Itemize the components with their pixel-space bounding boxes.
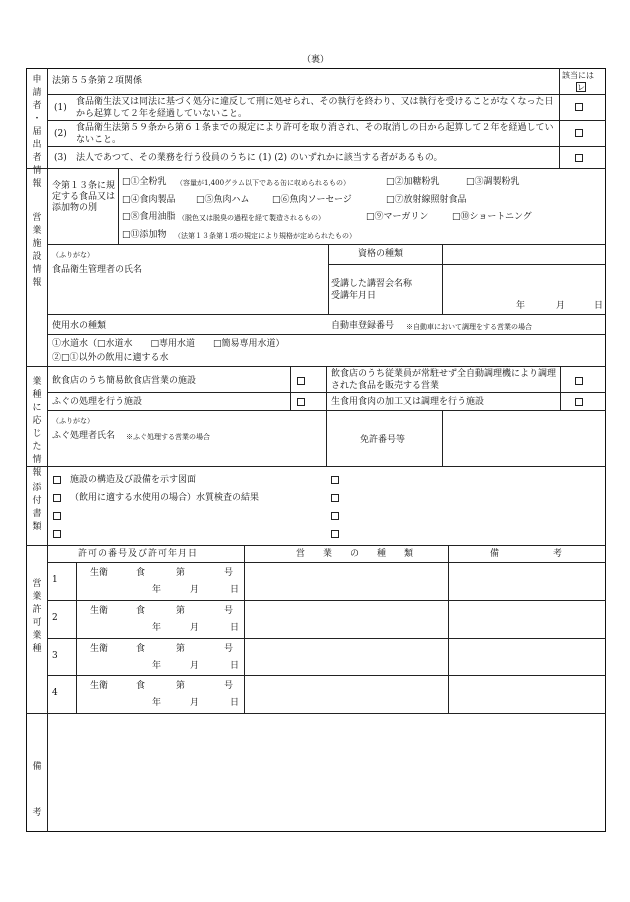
additive-option-10[interactable]: □⑩ショートニング (452, 212, 532, 222)
additive-option-5[interactable]: □⑤魚肉ハム (196, 195, 250, 205)
side-char: 応 (32, 416, 42, 426)
additive-option-8-note: （脱色又は脱臭の過程を経て製造されるもの） (178, 214, 325, 222)
attachment-checkbox-4[interactable] (53, 530, 61, 538)
section-remarks-label (30, 744, 44, 836)
permit-row-number: 2 (52, 612, 58, 623)
section-attachments-label (30, 482, 44, 534)
condition-num-1: (1) (54, 103, 67, 113)
water-option-1[interactable]: ①水道水（□水道水 □専用水道 □簡易専用水道） (52, 339, 285, 349)
permit-dai: 第 (176, 605, 186, 616)
additive-category-label: 令第１３条に規定する食品又は添加物の別 (52, 181, 116, 213)
auto-cook-checkbox[interactable] (575, 377, 583, 385)
side-char: 可 (32, 618, 42, 628)
condition-checkbox-1[interactable] (575, 103, 583, 111)
additive-option-11[interactable]: □⑪添加物 (122, 230, 167, 240)
permit-row-number: 3 (52, 650, 58, 661)
permit-row-divider (47, 638, 606, 639)
side-char: 報 (32, 468, 42, 478)
attachment-item-2: （飲用に適する水使用の場合）水質検査の結果 (70, 493, 260, 503)
section-business-info-label (30, 376, 44, 480)
side-char: 設 (32, 252, 42, 262)
attachment-checkbox-3[interactable] (53, 512, 61, 520)
permit-row-divider (47, 675, 606, 676)
section-applicant-title: 法第５５条第２項関係 (52, 76, 143, 86)
attachment-checkbox-7[interactable] (331, 512, 339, 520)
side-char: 報 (32, 179, 42, 189)
side-char: 請 (32, 88, 42, 98)
manager-furigana-label: （ふりがな） (52, 251, 94, 259)
vehicle-reg-label: 自動車登録番号 (331, 321, 395, 331)
side-char: 許 (32, 605, 42, 615)
fugu-facility-checkbox[interactable] (297, 398, 305, 406)
condition-text-3: 法人であつて、その業務を行う役員のうちに (1) (2) のいずれかに該当する者があるもの。 (76, 153, 443, 163)
side-char: 施 (32, 239, 42, 249)
fugu-furigana-label: （ふりがな） (52, 417, 94, 425)
permit-day: 日 (230, 660, 240, 671)
permit-year: 年 (152, 622, 162, 633)
attachment-checkbox-2[interactable] (53, 494, 61, 502)
permit-prefix: 生衛 (90, 605, 109, 616)
permit-dai: 第 (176, 681, 186, 692)
section-facility-label (30, 212, 44, 290)
course-year: 年 (516, 301, 526, 311)
attachment-checkbox-6[interactable] (331, 494, 339, 502)
side-char: 届 (32, 127, 42, 137)
condition-num-3: (3) (54, 153, 67, 163)
permit-row-divider (47, 600, 606, 601)
side-char: 出 (32, 140, 42, 150)
side-char: 類 (32, 522, 42, 532)
permit-food: 食 (136, 568, 146, 578)
qualification-label: 資格の種類 (358, 249, 404, 259)
attachment-checkbox-5[interactable] (331, 476, 339, 484)
side-char: 情 (32, 166, 42, 176)
course-date-label: 受講年月日 (331, 291, 377, 301)
side-char: 考 (32, 808, 42, 818)
permit-prefix: 生衛 (90, 643, 109, 654)
permit-month: 月 (190, 622, 200, 633)
condition-checkbox-3[interactable] (575, 154, 583, 162)
course-month: 月 (556, 301, 566, 311)
permit-dai: 第 (176, 643, 186, 654)
additive-option-6[interactable]: □⑥魚肉ソーセージ (272, 195, 352, 205)
section-permits-label (30, 578, 44, 656)
additive-option-1-note: （容量が1,400グラム以下である缶に収められるもの） (176, 179, 350, 187)
permit-food: 食 (136, 643, 146, 654)
condition-num-2: (2) (54, 129, 67, 139)
side-char: 備 (32, 762, 42, 772)
side-char: じ (32, 429, 42, 439)
raw-meat-checkbox[interactable] (575, 398, 583, 406)
side-char: た (32, 442, 42, 452)
simple-restaurant-label: 飲食店のうち簡易飲食店営業の施設 (52, 376, 197, 386)
side-char: 種 (32, 644, 42, 654)
permit-year: 年 (152, 698, 162, 709)
additive-option-7[interactable]: □⑦放射線照射食品 (386, 195, 467, 205)
additive-option-4[interactable]: □④食肉製品 (122, 195, 176, 205)
permit-go: 号 (224, 568, 234, 578)
fugu-facility-label: ふぐの処理を行う施設 (52, 397, 143, 407)
side-char: 申 (32, 75, 42, 85)
side-char: に (32, 403, 42, 413)
permit-food: 食 (136, 605, 146, 616)
condition-text-2: 食品衛生法第５９条から第６１条までの規定により許可を取り消され、その取消しの日から起算して２年を経過していないこと。 (76, 123, 554, 145)
side-char: 情 (32, 265, 42, 275)
water-type-label: 使用水の種類 (52, 321, 107, 331)
side-char: 業 (32, 226, 42, 236)
vehicle-reg-note: ※自動車において調理をする営業の場合 (406, 323, 532, 331)
attachment-checkbox-8[interactable] (331, 530, 339, 538)
side-char: 業 (32, 631, 42, 641)
side-char: 書 (32, 509, 42, 519)
side-char: 業 (32, 592, 42, 602)
side-char: 報 (32, 278, 42, 288)
side-char: 添 (32, 483, 42, 493)
permit-number-header: 許可の番号及び許可年月日 (78, 549, 199, 559)
condition-checkbox-2[interactable] (575, 129, 583, 137)
permit-row-number: 4 (52, 688, 58, 699)
attachment-item-1: 施設の構造及び設備を示す図面 (70, 475, 197, 485)
attachment-checkbox-1[interactable] (53, 476, 61, 484)
section-applicant-label (30, 74, 44, 191)
permit-month: 月 (190, 585, 200, 595)
permit-row-number: 1 (52, 575, 58, 585)
side-char: 者 (32, 101, 42, 111)
permit-go: 号 (224, 605, 234, 616)
course-name-label: 受講した講習会名称 (331, 279, 413, 289)
additive-option-3[interactable]: □③調製粉乳 (466, 177, 520, 187)
side-char: 付 (32, 496, 42, 506)
additive-option-9[interactable]: □⑨マーガリン (366, 212, 429, 222)
side-char: 種 (32, 390, 42, 400)
permit-month: 月 (190, 660, 200, 671)
auto-cook-label: 飲食店のうち従業員が常駐せず全自動調理機により調理された食品を販売する営業 (331, 369, 557, 391)
side-char: 情 (32, 455, 42, 465)
water-option-2[interactable]: ②□①以外の飲用に適する水 (52, 353, 169, 363)
permit-day: 日 (230, 585, 240, 595)
permit-day: 日 (230, 698, 240, 709)
fugu-person-label: ふぐ処理者氏名 (52, 431, 116, 441)
license-number-label: 免許番号等 (360, 435, 406, 445)
manager-name-label: 食品衛生管理者の氏名 (52, 265, 143, 275)
permit-year: 年 (152, 585, 162, 595)
fugu-person-note: ※ふぐ処理する営業の場合 (126, 433, 210, 441)
additive-option-11-note: （法第１３条第１項の規定により規格が定められたもの） (174, 232, 356, 240)
additive-option-2[interactable]: □②加糖粉乳 (386, 177, 440, 187)
remarks-header: 備 考 (490, 549, 563, 559)
course-day: 日 (594, 301, 604, 311)
side-char: ・ (32, 114, 42, 124)
permit-food: 食 (136, 681, 146, 692)
check-mark-sample: レ (577, 83, 585, 92)
side-char: 営 (32, 579, 42, 589)
permit-go: 号 (224, 681, 234, 692)
permit-month: 月 (190, 698, 200, 709)
permit-day: 日 (230, 622, 240, 633)
business-type-header: 営 業 の 種 類 (296, 549, 414, 559)
side-char: 業 (32, 377, 42, 387)
side-char: 営 (32, 213, 42, 223)
permit-dai: 第 (176, 568, 186, 578)
permit-prefix: 生衛 (90, 568, 109, 578)
additive-option-8[interactable]: □⑧食用油脂 (122, 212, 176, 222)
raw-meat-label: 生食用食肉の加工又は調理を行う施設 (331, 397, 485, 407)
permit-year: 年 (152, 660, 162, 671)
permit-prefix: 生衛 (90, 681, 109, 692)
additive-option-1[interactable]: □①全粉乳 (122, 177, 167, 187)
page-label: （裏） (302, 55, 330, 65)
permit-go: 号 (224, 643, 234, 654)
condition-text-1: 食品衛生法又は同法に基づく処分に違反して刑に処せられ、その執行を終わり、又は執行を受けることがなくなった日から起算して２年を経過していないこと。 (76, 97, 554, 119)
simple-restaurant-checkbox[interactable] (297, 377, 305, 385)
check-column-header: 該当には (562, 71, 594, 80)
side-char: 者 (32, 153, 42, 163)
